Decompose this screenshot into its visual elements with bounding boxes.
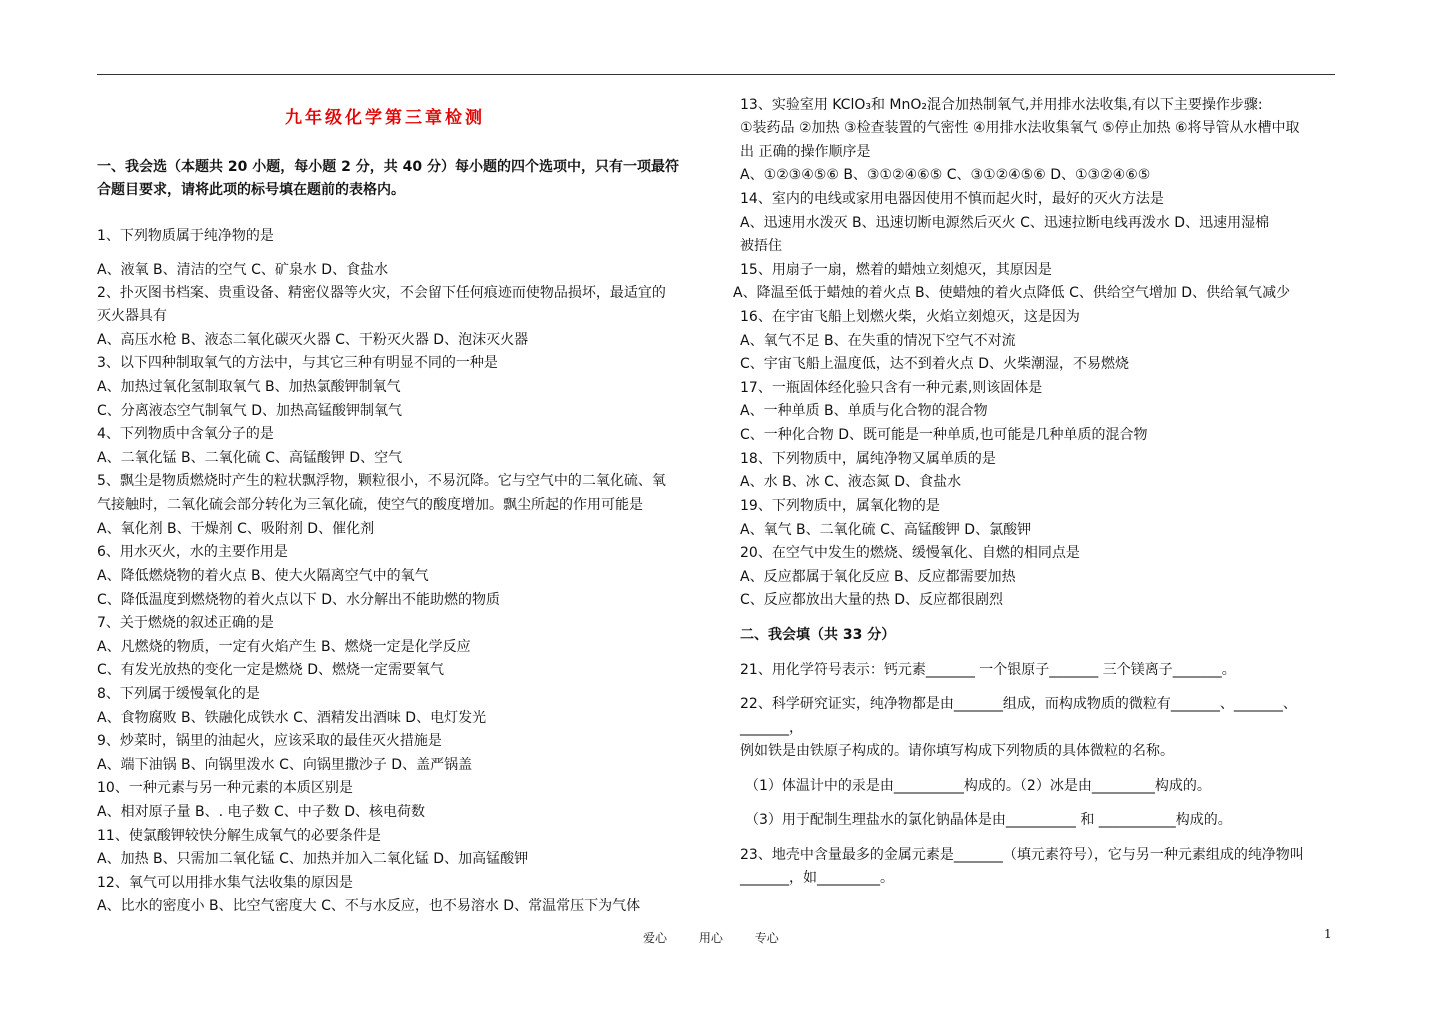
right-text-line: 18、下列物质中，属纯净物又属单质的是 bbox=[740, 451, 996, 467]
right-text-line: 23、地壳中含量最多的金属元素是_______（填元素符号），它与另一种元素组成的纯净物叫 bbox=[740, 847, 1304, 863]
left-text-line: A、降低燃烧物的着火点 B、使大火隔离空气中的氧气 bbox=[97, 568, 429, 584]
left-text-line: A、加热 B、只需加二氧化锰 C、加热并加入二氧化锰 D、加高锰酸钾 bbox=[97, 851, 529, 867]
left-text-line: 8、下列属于缓慢氧化的是 bbox=[97, 686, 260, 702]
page-number: 1 bbox=[1324, 927, 1332, 941]
left-text-line: A、食物腐败 B、铁融化成铁水 C、酒精发出酒味 D、电灯发光 bbox=[97, 710, 487, 726]
right-text-line: 15、用扇子一扇，燃着的蜡烛立刻熄灭，其原因是 bbox=[740, 262, 1052, 278]
left-text-line: 灭火器具有 bbox=[97, 308, 167, 324]
right-text-line: 13、实验室用 KClO₃和 MnO₂混合加热制氧气,并用排水法收集,有以下主要操作步骤: bbox=[740, 97, 1263, 113]
left-text-line: 9、炒菜时，锅里的油起火，应该采取的最佳灭火措施是 bbox=[97, 733, 442, 749]
left-text-line: A、氧化剂 B、干燥剂 C、吸附剂 D、催化剂 bbox=[97, 521, 375, 537]
right-text-line: C、反应都放出大量的热 D、反应都很剧烈 bbox=[740, 592, 1004, 608]
left-text-line: 1、下列物质属于纯净物的是 bbox=[97, 228, 274, 244]
left-text-line: A、相对原子量 B、. 电子数 C、中子数 D、核电荷数 bbox=[97, 804, 425, 820]
left-text-line: 7、关于燃烧的叙述正确的是 bbox=[97, 615, 274, 631]
right-text-line: A、氧气 B、二氧化硫 C、高锰酸钾 D、氯酸钾 bbox=[740, 522, 1032, 538]
left-text-line: 气接触时，二氧化硫会部分转化为三氧化硫，使空气的酸度增加。飘尘所起的作用可能是 bbox=[97, 497, 643, 513]
left-text-line: 10、一种元素与另一种元素的本质区别是 bbox=[97, 780, 353, 796]
left-text-line: 一、我会选（本题共 20 小题，每小题 2 分，共 40 分）每小题的四个选项中，只有一项最符 bbox=[97, 159, 679, 175]
left-text-line: 11、使氯酸钾较快分解生成氧气的必要条件是 bbox=[97, 828, 381, 844]
right-text-line: 17、一瓶固体经化验只含有一种元素,则该固体是 bbox=[740, 380, 1043, 396]
left-text-line: A、凡燃烧的物质，一定有火焰产生 B、燃烧一定是化学反应 bbox=[97, 639, 471, 655]
right-text-line: _______， bbox=[740, 720, 803, 736]
right-text-line: A、反应都属于氧化反应 B、反应都需要加热 bbox=[740, 569, 1016, 585]
right-text-line: 20、在空气中发生的燃烧、缓慢氧化、自燃的相同点是 bbox=[740, 545, 1080, 561]
left-text-line: C、有发光放热的变化一定是燃烧 D、燃烧一定需要氧气 bbox=[97, 662, 445, 678]
left-text-line: 4、下列物质中含氧分子的是 bbox=[97, 426, 274, 442]
right-text-line: 21、用化学符号表示：钙元素_______ 一个银原子_______ 三个镁离子_______。 bbox=[740, 662, 1236, 678]
right-text-line: A、降温至低于蜡烛的着火点 B、使蜡烛的着火点降低 C、供给空气增加 D、供给氧气减少 bbox=[733, 285, 1291, 301]
right-text-line: 被捂住 bbox=[740, 238, 782, 254]
left-text-line: 5、飘尘是物质燃烧时产生的粒状飘浮物，颗粒很小，不易沉降。它与空气中的二氧化硫、氧 bbox=[97, 473, 666, 489]
left-text-line: A、加热过氧化氢制取氧气 B、加热氯酸钾制氧气 bbox=[97, 379, 401, 395]
right-text-line: C、宇宙飞船上温度低，达不到着火点 D、火柴潮湿，不易燃烧 bbox=[740, 356, 1130, 372]
header-rule bbox=[97, 74, 1335, 75]
right-text-line: A、水 B、冰 C、液态氮 D、食盐水 bbox=[740, 474, 962, 490]
right-text-line: _______，如_________。 bbox=[740, 870, 894, 886]
right-text-line: 14、室内的电线或家用电器因使用不慎而起火时，最好的灭火方法是 bbox=[740, 191, 1164, 207]
right-text-line: 19、下列物质中，属氧化物的是 bbox=[740, 498, 940, 514]
left-text-line: A、端下油锅 B、向锅里泼水 C、向锅里撒沙子 D、盖严锅盖 bbox=[97, 757, 473, 773]
right-text-line: （3）用于配制生理盐水的氯化钠晶体是由__________ 和 ___________构成的。 bbox=[745, 812, 1232, 828]
right-text-line: A、氧气不足 B、在失重的情况下空气不对流 bbox=[740, 333, 1016, 349]
page-title: 九年级化学第三章检测 bbox=[285, 108, 485, 128]
right-text-line: A、①②③④⑤⑥ B、③①②④⑥⑤ C、③①②④⑤⑥ D、①③②④⑥⑤ bbox=[740, 167, 1151, 183]
footer-word-2: 用心 bbox=[698, 931, 723, 945]
left-text-line: 3、以下四种制取氧气的方法中，与其它三种有明显不同的一种是 bbox=[97, 355, 498, 371]
left-text-line: C、降低温度到燃烧物的着火点以下 D、水分解出不能助燃的物质 bbox=[97, 592, 501, 608]
footer-word-1: 爱心 bbox=[643, 931, 668, 945]
left-text-line: 6、用水灭火，水的主要作用是 bbox=[97, 544, 288, 560]
left-text-line: 2、扑灭图书档案、贵重设备、精密仪器等火灾，不会留下任何痕迹而使物品损坏，最适宜的 bbox=[97, 285, 666, 301]
footer-word-3: 专心 bbox=[754, 931, 779, 945]
right-text-line: 例如铁是由铁原子构成的。请你填写构成下列物质的具体微粒的名称。 bbox=[740, 743, 1174, 759]
right-text-line: 出 正确的操作顺序是 bbox=[740, 144, 871, 160]
right-text-line: 16、在宇宙飞船上划燃火柴，火焰立刻熄灭，这是因为 bbox=[740, 309, 1080, 325]
right-text-line: ①装药品 ②加热 ③检查装置的气密性 ④用排水法收集氧气 ⑤停止加热 ⑥将导管从水槽中取 bbox=[740, 120, 1300, 136]
left-text-line: 12、氧气可以用排水集气法收集的原因是 bbox=[97, 875, 353, 891]
right-text-line: C、一种化合物 D、既可能是一种单质,也可能是几种单质的混合物 bbox=[740, 427, 1148, 443]
left-text-line: 合题目要求，请将此项的标号填在题前的表格内。 bbox=[97, 182, 405, 198]
right-text-line: （1）体温计中的汞是由__________构成的。（2）冰是由_________构成的。 bbox=[745, 778, 1211, 794]
left-text-line: A、二氧化锰 B、二氧化硫 C、高锰酸钾 D、空气 bbox=[97, 450, 403, 466]
left-text-line: A、比水的密度小 B、比空气密度大 C、不与水反应，也不易溶水 D、常温常压下为气体 bbox=[97, 898, 641, 914]
right-text-line: 二、我会填（共 33 分） bbox=[740, 627, 896, 643]
left-text-line: A、液氧 B、清洁的空气 C、矿泉水 D、食盐水 bbox=[97, 262, 389, 278]
right-text-line: A、一种单质 B、单质与化合物的混合物 bbox=[740, 403, 988, 419]
left-text-line: A、高压水枪 B、液态二氧化碳灭火器 C、干粉灭火器 D、泡沫灭火器 bbox=[97, 332, 529, 348]
right-text-line: 22、科学研究证实，纯净物都是由_______组成，而构成物质的微粒有_______、_______、 bbox=[740, 696, 1297, 712]
left-text-line: C、分离液态空气制氧气 D、加热高锰酸钾制氧气 bbox=[97, 403, 403, 419]
right-text-line: A、迅速用水泼灭 B、迅速切断电源然后灭火 C、迅速拉断电线再泼水 D、迅速用湿棉 bbox=[740, 215, 1270, 231]
footer bbox=[643, 929, 807, 946]
